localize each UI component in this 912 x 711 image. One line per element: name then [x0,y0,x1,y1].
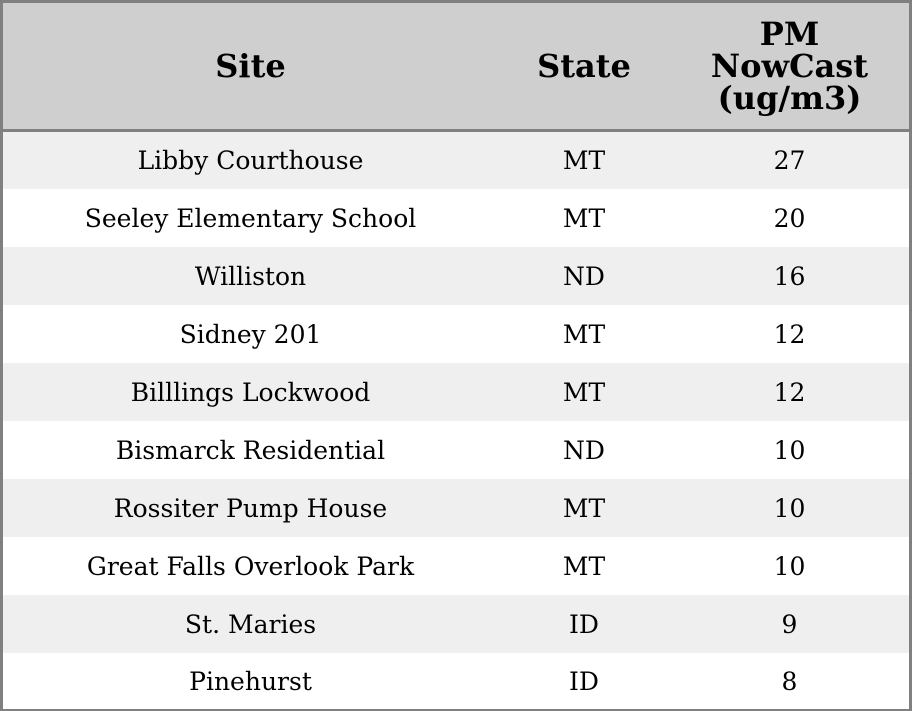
table-body [3,131,909,710]
table-row [3,421,909,479]
cell-pm: 16 [670,247,909,305]
header-pm-line2: NowCast [710,47,869,85]
cell-site: Bismarck Residential [3,421,498,479]
pm-nowcast-table [3,3,909,709]
header-pm-line1: PM [759,15,820,53]
cell-state: ND [498,247,670,305]
header-pm-nowcast [670,3,909,131]
cell-pm: 8 [670,653,909,709]
table-row [3,247,909,305]
cell-state: MT [498,305,670,363]
cell-state: MT [498,537,670,595]
table-row [3,537,909,595]
cell-pm: 10 [670,537,909,595]
header-row [3,3,909,131]
header-site: Site [3,3,498,131]
cell-site: Great Falls Overlook Park [3,537,498,595]
table-row [3,363,909,421]
cell-pm: 12 [670,305,909,363]
header-state: State [498,3,670,131]
table-row [3,189,909,247]
cell-state: MT [498,131,670,190]
table-row [3,131,909,190]
cell-pm: 9 [670,595,909,653]
cell-state: ND [498,421,670,479]
cell-site: Libby Courthouse [3,131,498,190]
table-row [3,305,909,363]
cell-site: Sidney 201 [3,305,498,363]
cell-pm: 10 [670,479,909,537]
cell-site: Pinehurst [3,653,498,709]
cell-state: ID [498,653,670,709]
cell-site: Seeley Elementary School [3,189,498,247]
header-pm-line3: (ug/m3) [717,79,862,117]
cell-pm: 27 [670,131,909,190]
cell-state: MT [498,189,670,247]
table-row [3,479,909,537]
cell-state: MT [498,479,670,537]
cell-pm: 20 [670,189,909,247]
cell-pm: 10 [670,421,909,479]
table-row [3,653,909,709]
table-header [3,3,909,131]
cell-state: ID [498,595,670,653]
cell-state: MT [498,363,670,421]
cell-pm: 12 [670,363,909,421]
cell-site: Rossiter Pump House [3,479,498,537]
table-row [3,595,909,653]
cell-site: Billlings Lockwood [3,363,498,421]
cell-site: Williston [3,247,498,305]
cell-site: St. Maries [3,595,498,653]
